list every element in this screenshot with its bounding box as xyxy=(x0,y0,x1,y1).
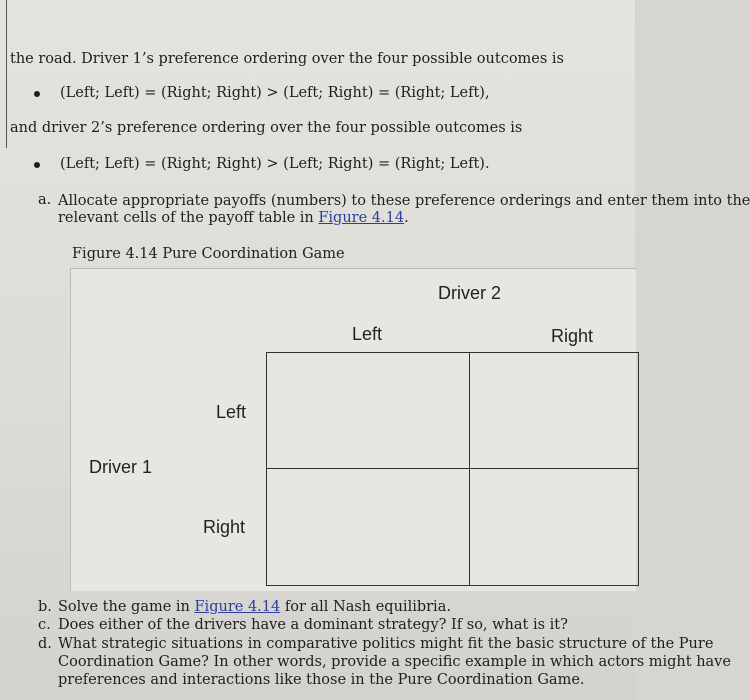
preference-driver-1: (Left; Left) = (Right; Right) > (Left; Right) = (Right; Left), xyxy=(60,85,490,101)
payoff-table-figure xyxy=(70,268,636,591)
bullet-dot-2 xyxy=(34,162,40,168)
question-b-text: Solve the game in Figure 4.14 for all Nash equilibria. xyxy=(58,599,451,615)
figure-4-14-link-b[interactable]: Figure 4.14 xyxy=(194,599,281,615)
intro-line-1: the road. Driver 1’s preference ordering over the four possible outcomes is xyxy=(10,51,565,67)
question-c-text: Does either of the drivers have a dominant strategy? If so, what is it? xyxy=(58,617,568,633)
row-right-label: Right xyxy=(203,517,246,537)
bullet-dot-1 xyxy=(34,91,40,97)
question-d-line-3: preferences and interactions like those in the Pure Coordination Game. xyxy=(58,672,585,688)
question-d-line-2: Coordination Game? In other words, provide a specific example in which actors might have xyxy=(58,654,731,670)
intro-line-2: and driver 2’s preference ordering over the four possible outcomes is xyxy=(10,120,523,136)
question-d-marker: d. xyxy=(38,636,52,652)
cell-right-left[interactable] xyxy=(266,468,470,586)
question-a-line-1: Allocate appropriate payoffs (numbers) to these preference orderings and enter them into the xyxy=(58,193,750,209)
question-a-line-2: relevant cells of the payoff table in Figure 4.14. xyxy=(58,210,409,226)
figure-caption: Figure 4.14 Pure Coordination Game xyxy=(72,246,345,262)
figure-4-14-link[interactable]: Figure 4.14 xyxy=(318,210,405,226)
driver-2-label: Driver 2 xyxy=(438,283,502,303)
column-left-label: Left xyxy=(352,324,383,344)
cell-left-left[interactable] xyxy=(266,352,470,469)
row-left-label: Left xyxy=(216,402,247,422)
question-b-marker: b. xyxy=(38,599,52,615)
preference-driver-2: (Left; Left) = (Right; Right) > (Left; Right) = (Right; Left). xyxy=(60,156,490,172)
question-d-line-1: What strategic situations in comparative politics might fit the basic structure of the Pure xyxy=(58,636,714,652)
question-a-marker: a. xyxy=(38,192,52,208)
driver-1-label: Driver 1 xyxy=(89,457,153,477)
column-right-label: Right xyxy=(551,326,594,346)
margin-rule xyxy=(6,0,7,148)
question-c-marker: c. xyxy=(38,617,51,633)
cell-left-right[interactable] xyxy=(469,352,639,469)
cell-right-right[interactable] xyxy=(469,468,639,586)
